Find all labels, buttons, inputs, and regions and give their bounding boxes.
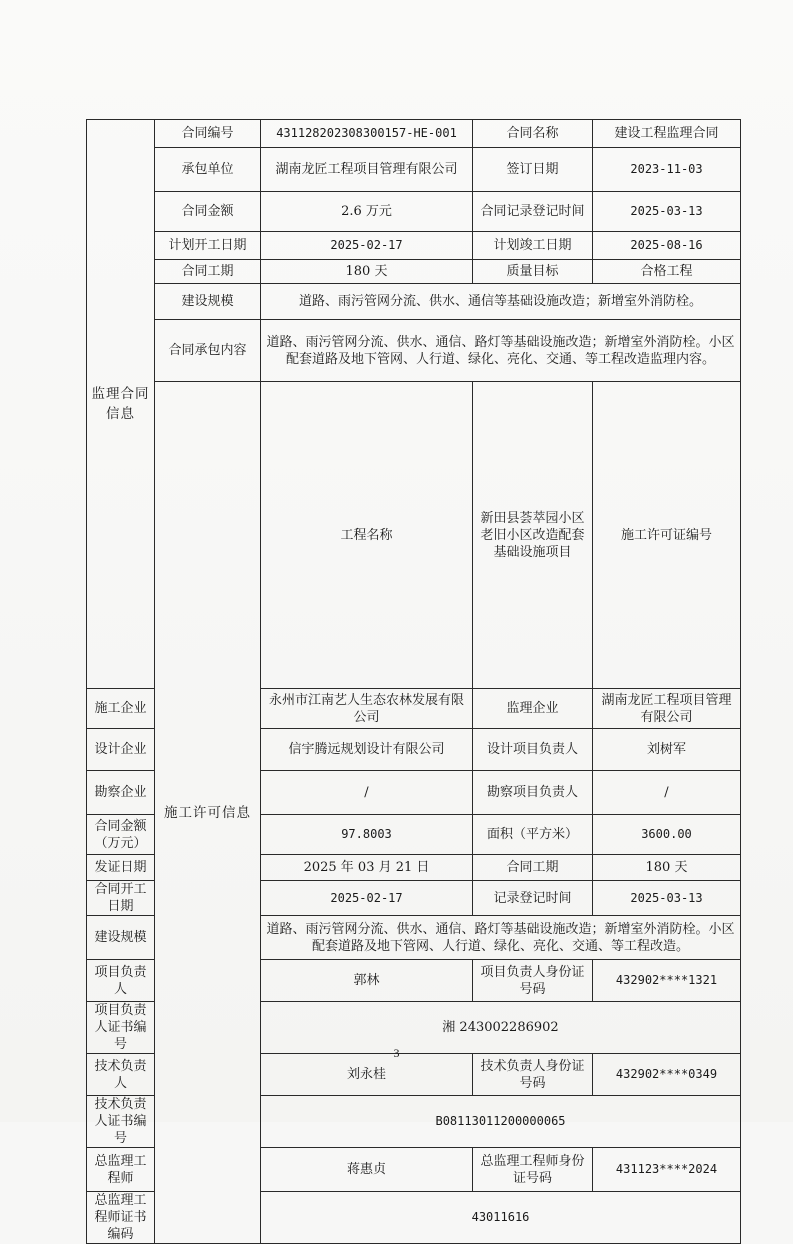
pm-id-value: 432902****1321	[593, 960, 741, 1002]
contract-name-label: 合同名称	[473, 120, 593, 148]
contract-no-label: 合同编号	[155, 120, 261, 148]
permit-scale-label: 建设规模	[87, 916, 155, 960]
supervision-scale-value: 道路、雨污管网分流、供水、通信等基础设施改造；新增室外消防栓。	[261, 284, 741, 320]
pm-id-label: 项目负责人身份证号码	[473, 960, 593, 1002]
tech-cert-value: B08113011200000065	[261, 1096, 741, 1148]
plan-end-label: 计划竣工日期	[473, 232, 593, 260]
scope-label: 合同承包内容	[155, 320, 261, 382]
supervision-record-time-label: 合同记录登记时间	[473, 192, 593, 232]
supervision-duration-label: 合同工期	[155, 260, 261, 284]
supervisor-value: 湖南龙匠工程项目管理有限公司	[593, 689, 741, 729]
start-date-value: 2025-02-17	[261, 881, 473, 916]
contract-no-value: 431128202308300157-HE-001	[261, 120, 473, 148]
permit-scale-value: 道路、雨污管网分流、供水、通信、路灯等基础设施改造；新增室外消防栓。小区配套道路及地下管网、人行道、绿化、亮化、交通、等工程改造。	[261, 916, 741, 960]
start-date-label: 合同开工日期	[87, 881, 155, 916]
permit-duration-value: 180 天	[593, 855, 741, 881]
permit-no-label: 施工许可证编号	[593, 382, 741, 689]
chief-value: 蒋惠贞	[261, 1148, 473, 1192]
permit-amount-label: 合同金额（万元）	[87, 815, 155, 855]
plan-end-value: 2025-08-16	[593, 232, 741, 260]
sign-date-label: 签订日期	[473, 148, 593, 192]
tech-label: 技术负责人	[87, 1054, 155, 1096]
contractor-value: 湖南龙匠工程项目管理有限公司	[261, 148, 473, 192]
supervisor-label: 监理企业	[473, 689, 593, 729]
permit-record-time-value: 2025-03-13	[593, 881, 741, 916]
pm-label: 项目负责人	[87, 960, 155, 1002]
tech-value: 刘永桂	[261, 1054, 473, 1096]
design-lead-label: 设计项目负责人	[473, 729, 593, 771]
chief-cert-value: 43011616	[261, 1192, 741, 1244]
issue-date-label: 发证日期	[87, 855, 155, 881]
survey-label: 勘察企业	[87, 771, 155, 815]
supervision-amount-label: 合同金额	[155, 192, 261, 232]
supervision-record-time-value: 2025-03-13	[593, 192, 741, 232]
area-value: 3600.00	[593, 815, 741, 855]
supervision-section-title: 监理合同信息	[87, 120, 155, 689]
chief-id-value: 431123****2024	[593, 1148, 741, 1192]
scope-value: 道路、雨污管网分流、供水、通信、路灯等基础设施改造；新增室外消防栓。小区配套道路及地下管网、人行道、绿化、亮化、交通、等工程改造监理内容。	[261, 320, 741, 382]
project-name-value: 新田县荟萃园小区老旧小区改造配套基础设施项目	[473, 382, 593, 689]
permit-duration-label: 合同工期	[473, 855, 593, 881]
supervision-amount-value: 2.6 万元	[261, 192, 473, 232]
tech-cert-label: 技术负责人证书编号	[87, 1096, 155, 1148]
contract-name-value: 建设工程监理合同	[593, 120, 741, 148]
permit-amount-value: 97.8003	[261, 815, 473, 855]
area-label: 面积（平方米）	[473, 815, 593, 855]
permit-record-time-label: 记录登记时间	[473, 881, 593, 916]
quality-label: 质量目标	[473, 260, 593, 284]
supervision-scale-label: 建设规模	[155, 284, 261, 320]
pm-cert-value: 湘 243002286902	[261, 1002, 741, 1054]
tech-id-value: 432902****0349	[593, 1054, 741, 1096]
plan-start-value: 2025-02-17	[261, 232, 473, 260]
survey-lead-value: /	[593, 771, 741, 815]
contractor-label: 承包单位	[155, 148, 261, 192]
pm-value: 郭林	[261, 960, 473, 1002]
builder-value: 永州市江南艺人生态农林发展有限公司	[261, 689, 473, 729]
survey-value: /	[261, 771, 473, 815]
issue-date-value: 2025 年 03 月 21 日	[261, 855, 473, 881]
chief-label: 总监理工程师	[87, 1148, 155, 1192]
project-name-label: 工程名称	[261, 382, 473, 689]
permit-section-title: 施工许可信息	[155, 382, 261, 1244]
survey-lead-label: 勘察项目负责人	[473, 771, 593, 815]
tech-id-label: 技术负责人身份证号码	[473, 1054, 593, 1096]
builder-label: 施工企业	[87, 689, 155, 729]
design-value: 信宇腾远规划设计有限公司	[261, 729, 473, 771]
design-lead-value: 刘树军	[593, 729, 741, 771]
quality-value: 合格工程	[593, 260, 741, 284]
chief-cert-label: 总监理工程师证书编码	[87, 1192, 155, 1244]
sign-date-value: 2023-11-03	[593, 148, 741, 192]
plan-start-label: 计划开工日期	[155, 232, 261, 260]
chief-id-label: 总监理工程师身份证号码	[473, 1148, 593, 1192]
pm-cert-label: 项目负责人证书编号	[87, 1002, 155, 1054]
supervision-duration-value: 180 天	[261, 260, 473, 284]
design-label: 设计企业	[87, 729, 155, 771]
page-number: 3	[393, 1046, 400, 1060]
project-info-table	[86, 119, 741, 1244]
